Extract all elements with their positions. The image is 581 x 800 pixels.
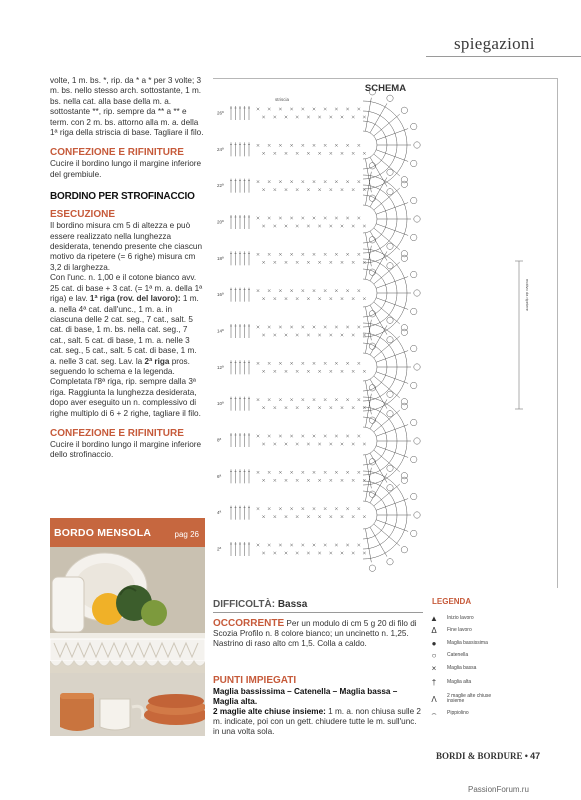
stitch-row [230, 324, 366, 338]
confezione-text-2: Cucire il bordino lungo il margine inferiore dello strofinaccio. [50, 439, 202, 460]
scallop-motif [363, 385, 420, 498]
start-icon: ▲ [430, 613, 438, 623]
riga2-label: 2ª riga [144, 356, 170, 366]
legend-row [427, 637, 537, 650]
esecuzione-text-2a: Con l'unc. n. 1,00 e il cotone bianco avv. 25 cat. di base + 3 cat. (= 1ª m. a. della 1ª riga) e lav. [50, 273, 203, 304]
scallop-motif [363, 459, 420, 572]
legend-title: LEGENDA [432, 597, 472, 606]
row-label: 10ª [217, 401, 224, 407]
page-footer [436, 751, 540, 761]
schema-title: SCHEMA [364, 83, 407, 94]
scallop-motif [363, 89, 420, 202]
row-label: 14ª [217, 328, 224, 334]
legend-label: Pippiolino [447, 710, 469, 716]
end-icon: Δ [431, 626, 437, 636]
single-crochet-icon: × [431, 663, 437, 673]
picot-icon: ⌢ [431, 708, 437, 718]
stitch-row [230, 542, 366, 556]
legend-label: Catenella [447, 652, 469, 658]
scallop-motif [363, 237, 420, 350]
stitch-row [230, 469, 366, 483]
legend-label: 2 maglie alte chiuse insieme [447, 692, 492, 704]
legend-label: Maglia bassa [447, 664, 477, 671]
legend-row [427, 675, 537, 691]
scallop-motif [363, 311, 420, 424]
shelf-illustration [50, 547, 205, 736]
occorrente-text: Per un modulo di cm 5 g 20 di filo di Scozia Profilo n. 8 colore bianco; un uncinetto n. 1,25. Nastrino di raso alto cm 1,5. Colla a caldo. [213, 619, 417, 648]
row-label: 4ª [217, 510, 222, 516]
esecuzione-text-2 [50, 273, 205, 419]
legend-row [427, 691, 537, 708]
intro-text: volte, 1 m. bs. *, rip. da * a * per 3 volte; 3 m. bs. nello stesso arch. sottostante, 1 m. bs. nella cat. alla base della m. a. sottostante **, rip. sempre da ** a ** e term. con 2 m. bs. attorno alla m. a. della 1ª riga della striscia di base. Tagliare il filo. [50, 76, 204, 138]
double-crochet-icon: † [431, 678, 437, 687]
legend-row [427, 625, 537, 638]
motif-bracket [515, 261, 523, 409]
lace-edge [50, 639, 205, 666]
punti-line2-text: 1 m. a. non chiusa sulle 2 m. indicate, poi con un gett. chiudere tutte le m. sull'unc. in una volta sola. [213, 707, 421, 736]
legend-label: Fine lavoro [447, 627, 472, 633]
confezione-heading-2: CONFEZIONE E RIFINITURE [50, 427, 184, 439]
stitch-row [230, 142, 366, 156]
row-label: 20ª [217, 219, 224, 225]
legend-row [427, 612, 537, 625]
difficolta-rule [213, 612, 423, 613]
schema-scallops [363, 89, 420, 572]
scallop-motif [363, 163, 420, 276]
row-label: 24ª [217, 146, 224, 152]
confezione-heading-1: CONFEZIONE E RIFINITURE [50, 147, 184, 159]
row-label: 16ª [217, 292, 224, 298]
row-label: 12ª [217, 364, 224, 370]
esecuzione-heading: ESECUZIONE [50, 209, 116, 221]
riga2-text: pros. seguendo lo schema e la legenda. Completata l'8ª riga, rip. sempre dalla 3ª riga. Raggiunta la lunghezza desiderata, dopo aver eseguito un n. complessivo di righe multiplo di 6 + 2 righe, tagliare il filo. [50, 356, 201, 418]
watermark: PassionForum.ru [468, 785, 529, 794]
confezione-text-1: Cucire il bordino lungo il margine inferiore del grembiule. [50, 159, 202, 179]
chain-icon: ○ [431, 651, 437, 661]
legend-row [427, 708, 537, 721]
crochet-chart [213, 79, 558, 589]
legend-row [427, 662, 537, 675]
dc2tog-icon: Λ [431, 694, 437, 704]
promo-photo [50, 547, 205, 736]
schema-box [213, 78, 558, 588]
difficolta-label: DIFFICOLTÀ: [213, 599, 276, 610]
punti-text [213, 687, 421, 737]
striscia-label: striscia [275, 97, 290, 102]
legend-label: Inizio lavoro [447, 614, 474, 621]
row-label: 22ª [217, 183, 224, 189]
riga1-text: 1 m. a. nella 4ª cat. dall'unc., 1 m. a. in ciascuna delle 2 cat. seg., 7 cat., salt. 5 cat. di base, 1 m. bs. nella cat. seg., 7 cat., salt. 5 cat. di base, 1 m. a. nelle 3 cat. seg., 5 cat., salt. 5 cat. di base, 1 m. a. nelle 3 cat. seg. Lav. la [50, 294, 199, 366]
stitch-row [230, 288, 366, 302]
left-column [50, 76, 205, 461]
legend-row [427, 650, 537, 663]
occorrente-heading: OCCORRENTE [213, 618, 285, 629]
footer-section: BORDI & BORDURE [436, 751, 523, 761]
row-label: 18ª [217, 255, 224, 261]
row-label: 2ª [217, 546, 222, 552]
punti-heading: PUNTI IMPIEGATI [213, 675, 297, 686]
row-label: 26ª [217, 110, 224, 116]
motif-label: motivo da ripetere [525, 279, 530, 312]
row-label: 8ª [217, 437, 222, 443]
stitch-row [230, 106, 366, 120]
stitch-row [230, 215, 366, 229]
esecuzione-text-1: Il bordino misura cm 5 di altezza e può essere realizzato nella lunghezza desiderata, tenendo presente che ciascun motivo da ripetere (= 6 righe) misura cm 3,2 di larghezza. [50, 221, 203, 272]
promo-page-ref: pag 26 [174, 530, 199, 539]
bordino-heading: BORDINO PER STROFINACCIO [50, 191, 195, 203]
stitch-row [230, 360, 366, 374]
header-rule [426, 56, 581, 57]
promo-box[interactable] [50, 518, 205, 736]
legend [427, 597, 537, 720]
promo-bar [50, 518, 205, 547]
section-title: spiegazioni [454, 34, 535, 53]
legend-label: Maglia alta [447, 678, 472, 685]
riga1-label: 1ª riga (rov. del lavoro): [89, 294, 181, 304]
promo-title: BORDO MENSOLA [54, 527, 152, 539]
stitch-row [230, 506, 366, 520]
row-label: 6ª [217, 473, 222, 479]
punti-line1: Maglia bassissima – Catenella – Maglia bassa – Maglia alta. [213, 687, 398, 706]
stitch-row [230, 251, 366, 265]
slip-stitch-icon: ● [431, 638, 437, 648]
stitch-row [230, 179, 366, 193]
occorrente [213, 619, 421, 649]
stitch-row [230, 397, 366, 411]
page-number: 47 [530, 751, 541, 761]
footer-separator: • [524, 751, 528, 761]
legend-label: Maglia bassissima [447, 639, 488, 646]
punti-line2-bold: 2 maglie alte chiuse insieme: [213, 707, 326, 716]
schema-rows [217, 106, 366, 556]
difficolta [213, 599, 307, 610]
stitch-row [230, 433, 366, 447]
difficolta-value: Bassa [277, 599, 308, 610]
